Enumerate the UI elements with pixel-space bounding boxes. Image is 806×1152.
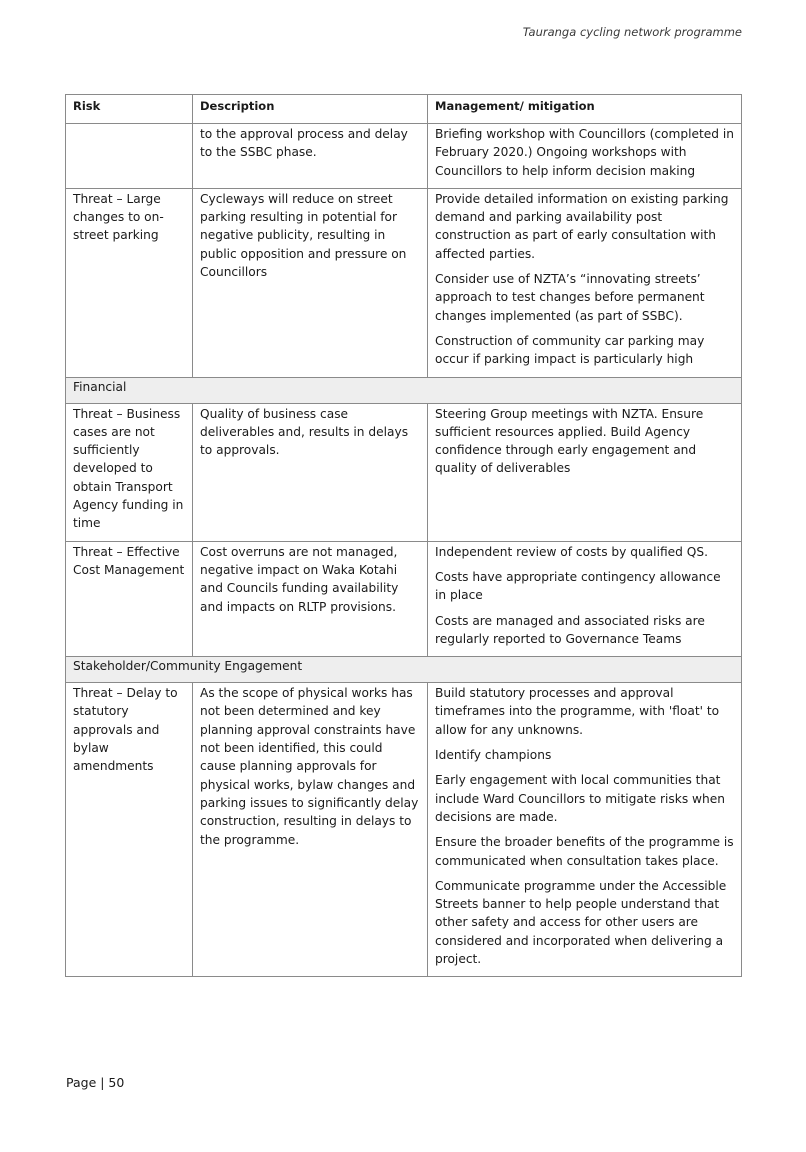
table-body [66,124,742,977]
table-row [66,188,742,377]
mitigation-item: Communicate programme under the Accessible Streets banner to help people understand that other safety and access for other users are considered and incorporated when delivering a project. [435,878,727,966]
mitigation-cell [428,124,742,189]
column-header-risk: Risk [66,95,193,124]
document-header-title: Tauranga cycling network programme [522,25,742,39]
page-number: Page | 50 [66,1075,125,1090]
mitigation-item: Costs are managed and associated risks are regularly reported to Governance Teams [435,613,705,646]
description-cell: Quality of business case deliverables and, results in delays to approvals. [193,403,428,541]
section-row-financial [66,377,742,403]
mitigation-item: Build statutory processes and approval timeframes into the programme, with 'float' to allow for any unknowns. [435,686,720,737]
section-label: Financial [66,377,742,403]
column-header-description: Description [193,95,428,124]
mitigation-item: Ensure the broader benefits of the programme is communicated when consultation takes place. [435,835,734,868]
risk-cell: Threat – Large changes to on-street parking [66,188,193,377]
mitigation-item: Independent review of costs by qualified QS. [435,544,708,559]
mitigation-cell [428,403,742,541]
risk-table [65,94,742,977]
risk-cell: Threat – Delay to statutory approvals and bylaw amendments [66,683,193,977]
mitigation-item: Consider use of NZTA’s “innovating streets’ approach to test changes before permanent changes implemented (as part of SSBC). [435,272,705,323]
risk-cell: Threat – Business cases are not sufficiently developed to obtain Transport Agency funding in time [66,403,193,541]
description-cell: Cycleways will reduce on street parking resulting in potential for negative publicity, resulting in public opposition and pressure on Councillors [193,188,428,377]
table-header-row [66,95,742,124]
mitigation-item: Identify champions [435,748,552,763]
mitigation-item: Costs have appropriate contingency allowance in place [435,569,721,603]
mitigation-item: Briefing workshop with Councillors (completed in February 2020.) Ongoing workshops with Councillors to help inform decision making [435,127,734,178]
table-row [66,541,742,656]
mitigation-cell [428,683,742,977]
table-row [66,403,742,541]
section-row-stakeholder-engagement [66,657,742,683]
description-cell: to the approval process and delay to the SSBC phase. [193,124,428,189]
mitigation-item: Steering Group meetings with NZTA. Ensure sufficient resources applied. Build Agency confidence through early engagement and quality of deliverables [435,406,704,476]
risk-cell: Threat – Effective Cost Management [66,541,193,656]
mitigation-cell [428,541,742,656]
table-row [66,124,742,189]
mitigation-item: Construction of community car parking may occur if parking impact is particularly high [435,333,705,367]
risk-cell [66,124,193,189]
section-label: Stakeholder/Community Engagement [66,657,742,683]
mitigation-item: Early engagement with local communities that include Ward Councillors to mitigate risks when decisions are made. [435,773,725,824]
mitigation-cell [428,188,742,377]
description-cell: Cost overruns are not managed, negative impact on Waka Kotahi and Councils funding availability and impacts on RLTP provisions. [193,541,428,656]
description-cell: As the scope of physical works has not been determined and key planning approval constraints have not been identified, this could cause planning approvals for physical works, bylaw changes and parking issues to significantly delay construction, resulting in delays to the programme. [193,683,428,977]
mitigation-item: Provide detailed information on existing parking demand and parking availability post construction as part of early consultation with affected parties. [435,191,729,261]
table-row [66,683,742,977]
column-header-mitigation: Management/ mitigation [428,95,742,124]
